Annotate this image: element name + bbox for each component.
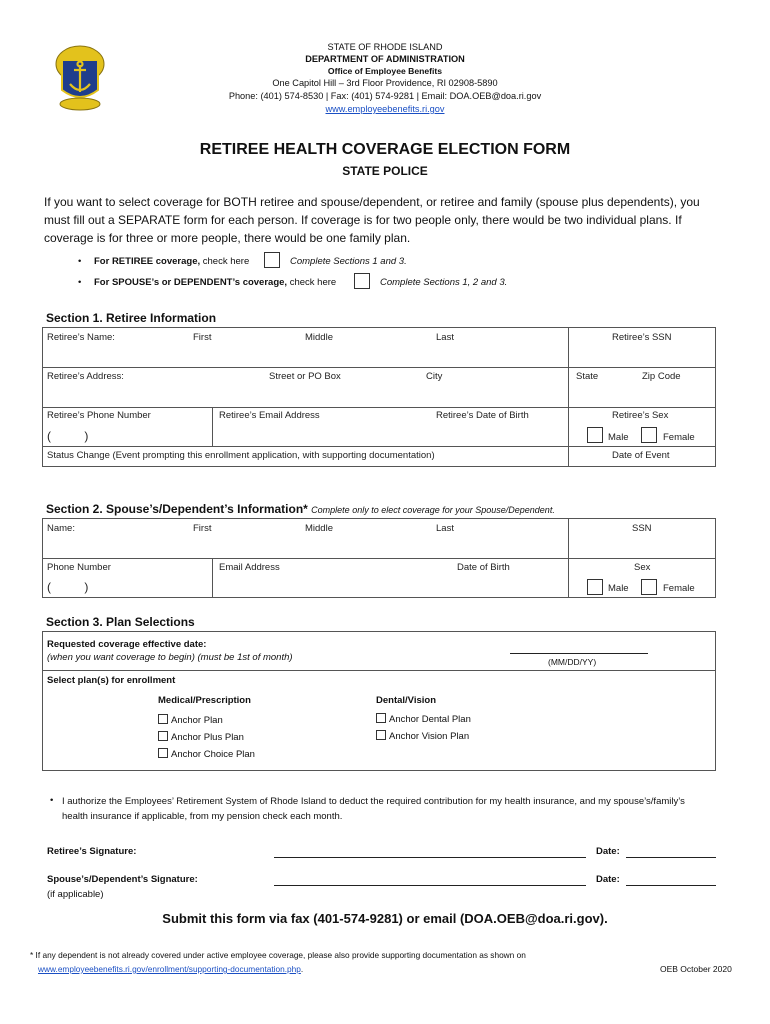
checkbox-icon[interactable]	[158, 714, 168, 724]
effective-date-note: (when you want coverage to begin) (must be 1st of month)	[47, 652, 293, 663]
spouse-signature-line[interactable]	[274, 885, 586, 886]
select-plans-label: Select plan(s) for enrollment	[47, 675, 176, 686]
grid-line	[42, 670, 716, 671]
dental-plan-option[interactable]: Anchor Vision Plan	[376, 730, 469, 742]
spouse-signature-note: (if applicable)	[47, 889, 104, 900]
footnote-link[interactable]: www.employeebenefits.ri.gov/enrollment/supporting-documentation.php	[38, 964, 301, 974]
retiree-phone-area-code[interactable]: ( )	[47, 429, 89, 443]
checkbox-icon[interactable]	[158, 731, 168, 741]
retiree-male-checkbox[interactable]	[587, 427, 603, 443]
spouse-female-checkbox[interactable]	[641, 579, 657, 595]
header-state: STATE OF RHODE ISLAND	[327, 42, 443, 52]
retiree-state-label: State	[576, 371, 599, 382]
option-spouse-checkbox[interactable]	[354, 273, 370, 289]
checkbox-icon[interactable]	[376, 730, 386, 740]
retiree-dob-label: Retiree’s Date of Birth	[436, 410, 529, 421]
retiree-date-label: Date:	[596, 846, 620, 857]
retiree-last-label: Last	[436, 332, 454, 343]
event-date-label: Date of Event	[612, 450, 670, 461]
effective-date-label: Requested coverage effective date:	[47, 639, 207, 650]
grid-line	[212, 407, 213, 446]
retiree-ssn-label: Retiree’s SSN	[612, 332, 672, 343]
option-retiree-checkbox[interactable]	[264, 252, 280, 268]
footer-form-code: OEB October 2020	[660, 964, 732, 974]
retiree-address-label: Retiree’s Address:	[47, 371, 124, 382]
retiree-signature-label: Retiree’s Signature:	[47, 846, 137, 857]
spouse-date-line[interactable]	[626, 885, 716, 886]
bullet-icon: •	[78, 256, 82, 267]
spouse-middle-label: Middle	[305, 523, 333, 534]
retiree-date-line[interactable]	[626, 857, 716, 858]
spouse-male-label: Male	[608, 583, 629, 594]
retiree-zip-label: Zip Code	[642, 371, 681, 382]
grid-line	[42, 367, 716, 368]
submit-instructions: Submit this form via fax (401-574-9281) or email (DOA.OEB@doa.ri.gov).	[162, 911, 608, 926]
status-change-label: Status Change (Event prompting this enrollment application, with supporting documentation)	[47, 450, 435, 461]
retiree-phone-label: Retiree’s Phone Number	[47, 410, 151, 421]
spouse-ssn-label: SSN	[632, 523, 652, 534]
medical-plan-option[interactable]: Anchor Plan	[158, 714, 223, 726]
form-title: RETIREE HEALTH COVERAGE ELECTION FORM	[199, 141, 571, 158]
authorization-text: I authorize the Employees’ Retirement System of Rhode Island to deduct the required contribution for my health insurance, and my spouse’s/family’s health insurance if applicable, from my pension check each month.	[62, 796, 685, 822]
retiree-sex-label: Retiree’s Sex	[612, 410, 669, 421]
grid-line	[42, 558, 716, 559]
spouse-email-label: Email Address	[219, 562, 280, 573]
intro-paragraph: If you want to select coverage for BOTH retiree and spouse/dependent, or retiree and family (spouse plus dependents), you must fill out a SEPARATE form for each person. If coverage is for two people only, there would be two individual plans. If coverage is for three or more people, there would be one family plan.	[44, 195, 700, 245]
retiree-female-label: Female	[663, 432, 695, 443]
spouse-phone-area-code[interactable]: ( )	[47, 580, 89, 594]
grid-line	[568, 518, 569, 598]
retiree-middle-label: Middle	[305, 332, 333, 343]
spouse-male-checkbox[interactable]	[587, 579, 603, 595]
header-department: DEPARTMENT OF ADMINISTRATION	[305, 54, 465, 64]
spouse-name-label: Name:	[47, 523, 75, 534]
header-address: One Capitol Hill – 3rd Floor Providence, RI 02908-5890	[272, 78, 498, 88]
bullet-icon: •	[78, 277, 82, 288]
retiree-first-label: First	[193, 332, 212, 343]
bullet-icon: •	[50, 795, 54, 806]
header-website-link[interactable]: www.employeebenefits.ri.gov	[325, 104, 445, 114]
medical-plan-option[interactable]: Anchor Choice Plan	[158, 748, 255, 760]
retiree-signature-line[interactable]	[274, 857, 586, 858]
header-office: Office of Employee Benefits	[327, 66, 443, 76]
retiree-male-label: Male	[608, 432, 629, 443]
retiree-email-label: Retiree’s Email Address	[219, 410, 320, 421]
spouse-first-label: First	[193, 523, 212, 534]
option-retiree-label: For RETIREE coverage, check here	[94, 256, 250, 267]
spouse-last-label: Last	[436, 523, 454, 534]
retiree-city-label: City	[426, 371, 443, 382]
dental-title: Dental/Vision	[376, 695, 437, 706]
grid-line	[42, 446, 716, 447]
footnote-text: * If any dependent is not already covered under active employee coverage, please also provide supporting documentation as shown on	[30, 950, 526, 960]
spouse-sex-label: Sex	[634, 562, 651, 573]
effective-date-input-line[interactable]	[510, 653, 648, 654]
date-format-hint: (MM/DD/YY)	[548, 657, 597, 667]
spouse-signature-label: Spouse’s/Dependent’s Signature:	[47, 874, 198, 885]
spouse-dob-label: Date of Birth	[457, 562, 510, 573]
spouse-female-label: Female	[663, 583, 695, 594]
option-spouse-label: For SPOUSE’s or DEPENDENT’s coverage, check here	[94, 277, 337, 288]
section2-heading: Section 2. Spouse’s/Dependent’s Information* Complete only to elect coverage for your Spouse/Dependent.	[46, 502, 555, 516]
medical-title: Medical/Prescription	[158, 695, 251, 706]
form-subtitle: STATE POLICE	[342, 164, 428, 178]
retiree-street-label: Street or PO Box	[269, 371, 341, 382]
state-seal-logo	[48, 38, 112, 118]
grid-line	[568, 327, 569, 467]
retiree-female-checkbox[interactable]	[641, 427, 657, 443]
header-contact: Phone: (401) 574-8530 | Fax: (401) 574-9281 | Email: DOA.OEB@doa.ri.gov	[228, 91, 542, 101]
spouse-date-label: Date:	[596, 874, 620, 885]
option-retiree-note: Complete Sections 1 and 3.	[290, 256, 407, 267]
grid-line	[42, 407, 716, 408]
medical-plan-option[interactable]: Anchor Plus Plan	[158, 731, 244, 743]
retiree-name-label: Retiree’s Name:	[47, 332, 115, 343]
option-spouse-note: Complete Sections 1, 2 and 3.	[380, 277, 508, 288]
spouse-phone-label: Phone Number	[47, 562, 111, 573]
grid-line	[212, 558, 213, 598]
checkbox-icon[interactable]	[376, 713, 386, 723]
section3-title: Section 3. Plan Selections	[46, 615, 195, 629]
checkbox-icon[interactable]	[158, 748, 168, 758]
section1-title: Section 1. Retiree Information	[46, 311, 217, 325]
dental-plan-option[interactable]: Anchor Dental Plan	[376, 713, 471, 725]
